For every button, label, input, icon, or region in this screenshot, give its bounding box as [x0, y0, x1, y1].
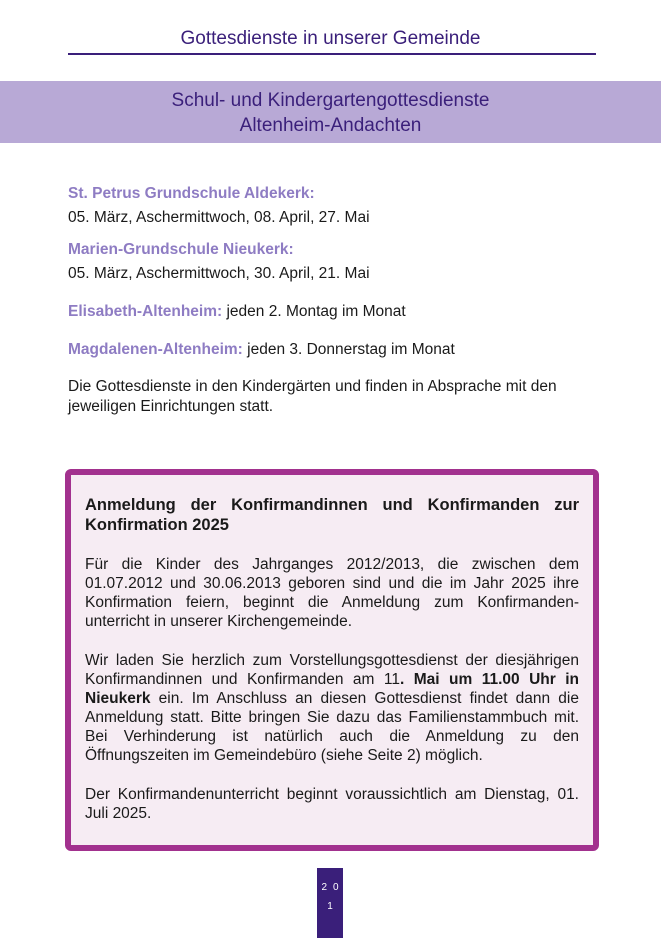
page-number-digit-1: 2 [321, 882, 327, 893]
school-dates-aldekerk: 05. März, Aschermittwoch, 08. April, 27. Mai [68, 209, 370, 226]
home-elisabeth [68, 303, 406, 321]
home-name-magdalenen: Magdalenen-Altenheim: [68, 341, 243, 358]
home-schedule-elisabeth: jeden 2. Montag im Monat [222, 303, 406, 320]
page-header-title: Gottesdienste in unserer Gemeinde [180, 28, 481, 49]
kindergarten-note: Die Gottesdienste in den Kindergärten und finden in Absprache mit den jeweiligen Einrichtungen statt. [68, 378, 557, 415]
confirmation-box [65, 469, 599, 851]
school-name-nieukerk: Marien-Grundschule Nieukerk: [68, 241, 294, 258]
confirmation-p2-date-bold: . Mai um 11.00 Uhr in Nieukerk [85, 671, 579, 707]
page-number-tab [317, 868, 343, 938]
section-title-line-1: Schul- und Kindergartengottesdienste [171, 90, 490, 111]
home-name-elisabeth: Elisabeth-Altenheim: [68, 303, 223, 320]
section-banner [0, 81, 661, 143]
home-magdalenen [68, 341, 455, 359]
confirmation-paragraph-3: Der Konfirmandenunterricht beginnt voraussichtlich am Dienstag, 01. Juli 2025. [85, 786, 579, 822]
page-number-digit-3: 1 [327, 901, 333, 912]
confirmation-paragraph-2 [85, 651, 579, 765]
confirmation-p2-text-start: Wir laden Sie herzlich zum Vorstellungsgottesdienst der diesjährigen Konfirmandinnen und Konfirmanden am 11 [85, 652, 579, 688]
confirmation-title: Anmeldung der Konfirmandinnen und Konfirmanden zur Konfirmation 2025 [85, 496, 579, 534]
page-number-digit-2: 0 [333, 882, 339, 893]
school-dates-nieukerk: 05. März, Aschermittwoch, 30. April, 21. Mai [68, 265, 370, 282]
header-divider [68, 53, 596, 55]
confirmation-p2-text-end: ein. Im Anschluss an diesen Gottesdienst findet dann die Anmeldung statt. Bitte bringen Sie dazu das Familienstammbuch mit. Bei Verhinderung ist natürlich auch die Anmeldung zu den Öffnungszeiten im Gemeindebüro (siehe Seite 2) möglich. [85, 690, 579, 764]
school-name-aldekerk: St. Petrus Grundschule Aldekerk: [68, 185, 315, 202]
home-schedule-magdalenen: jeden 3. Donnerstag im Monat [242, 341, 455, 358]
confirmation-paragraph-1: Für die Kinder des Jahrganges 2012/2013, die zwischen dem 01.07.2012 und 30.06.2013 geboren sind und die im Jahr 2025 ihre Konfirmation feiern, beginnt die Anmeldung zum Konfirmanden-unterricht in unserer Kirchengemeinde. [85, 556, 579, 630]
section-title-line-2: Altenheim-Andachten [239, 115, 422, 136]
